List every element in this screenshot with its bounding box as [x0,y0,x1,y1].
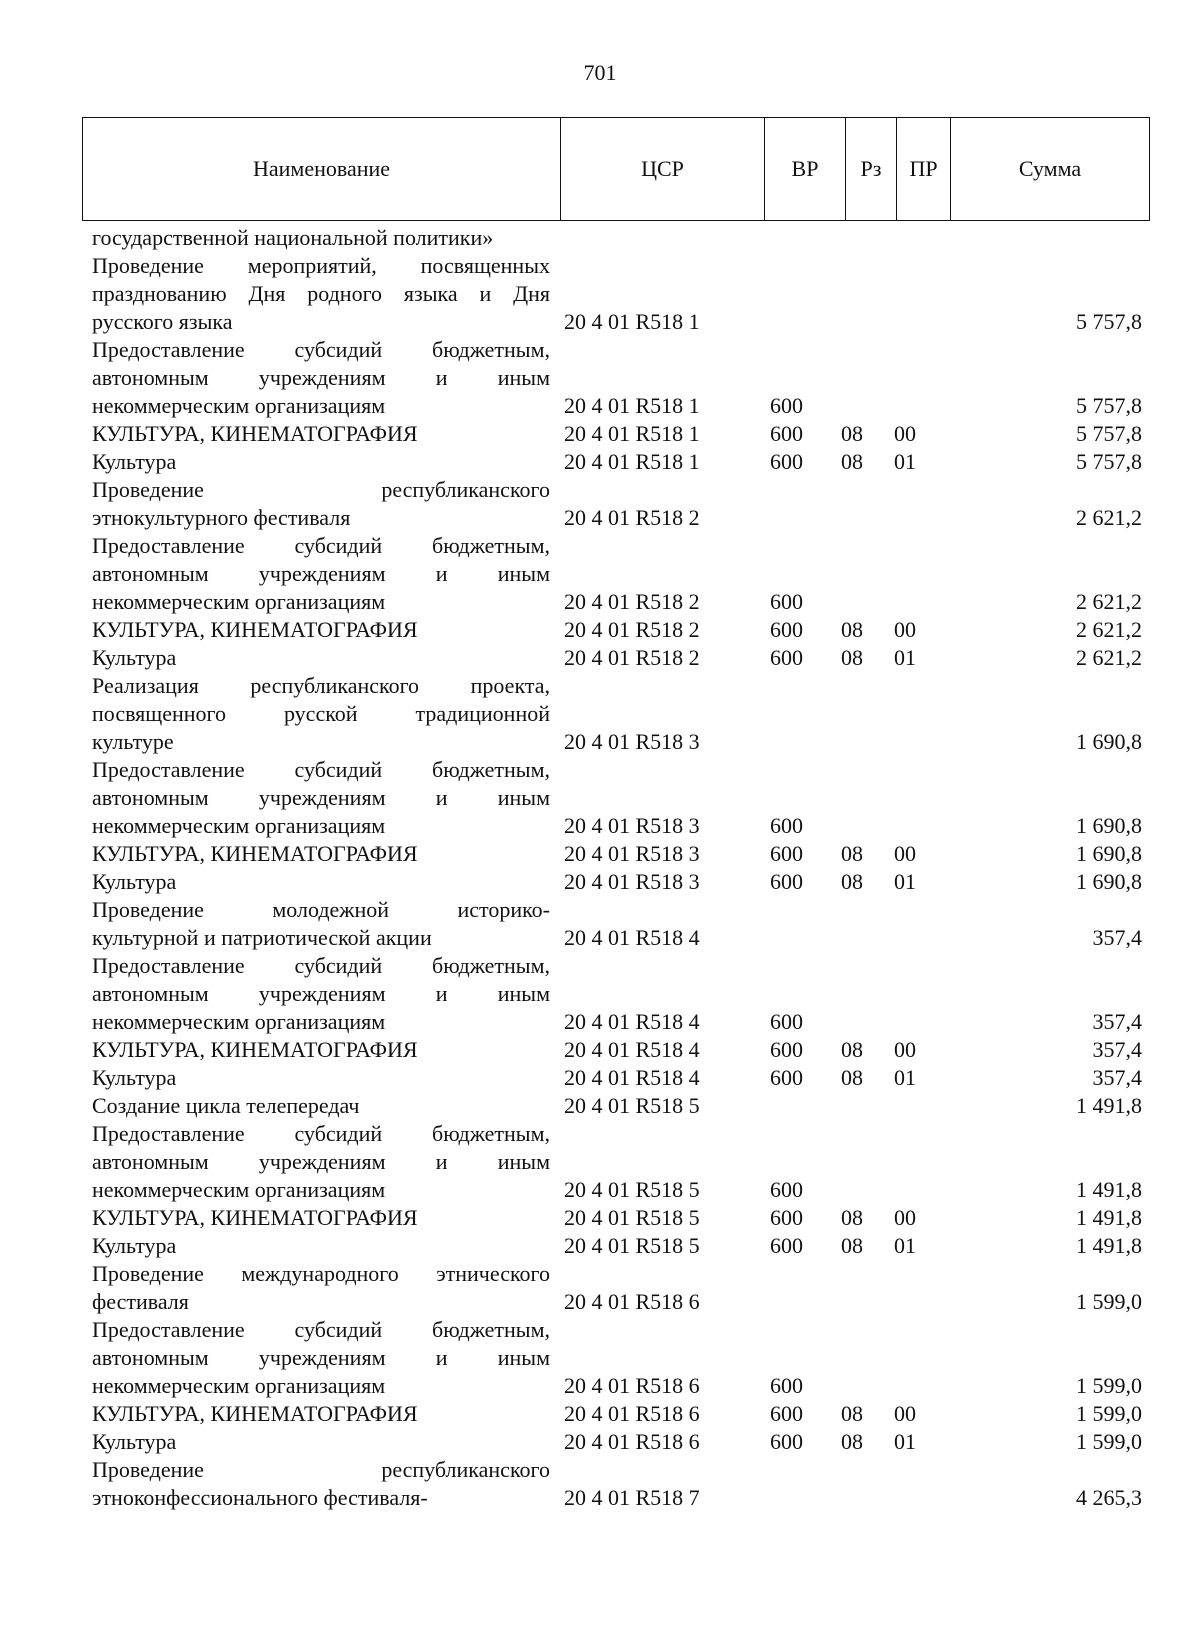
row-name [82,476,550,532]
row-name-line: некоммерческим организациям [92,1177,386,1202]
row-name-line: культурной и патриотической акции [92,925,432,950]
row-name-line: КУЛЬТУРА, КИНЕМАТОГРАФИЯ [92,1037,418,1062]
row-sum: 357,4 [1092,1009,1142,1034]
row-name [82,644,550,672]
row-name-line: этнокультурного фестиваля [92,505,351,530]
row-csr: 20 4 01 R518 5 [564,1093,700,1118]
row-pr: 01 [894,869,916,894]
row-csr: 20 4 01 R518 7 [564,1485,700,1510]
row-name [82,1232,550,1260]
row-rz: 08 [841,841,863,866]
header-sum: Сумма [1018,156,1082,181]
row-sum: 2 621,2 [1076,645,1142,670]
row-name [82,1092,550,1120]
row-name-line: КУЛЬТУРА, КИНЕМАТОГРАФИЯ [92,1401,418,1426]
row-name-line: КУЛЬТУРА, КИНЕМАТОГРАФИЯ [92,421,418,446]
row-rz: 08 [841,869,863,894]
row-name-line: этноконфессионального фестиваля- [92,1485,428,1510]
row-rz: 08 [841,645,863,670]
row-pr: 00 [894,1205,916,1230]
table-row [82,616,1150,644]
row-sum: 2 621,2 [1076,617,1142,642]
row-name [82,1428,550,1456]
row-csr: 20 4 01 R518 3 [564,841,700,866]
row-vr: 600 [770,841,803,866]
row-pr: 01 [894,1429,916,1454]
page-number: 701 [583,60,617,85]
row-pr: 01 [894,1065,916,1090]
row-vr: 600 [770,1233,803,1258]
row-name [82,1120,550,1204]
row-name-line: Реализация республиканского проекта, [92,673,550,698]
row-name-line: автономным учреждениям и иным [92,785,550,810]
header-vr: ВР [765,118,846,220]
row-name-line: Культура [92,449,177,474]
row-vr: 600 [770,1065,803,1090]
row-name [82,672,550,756]
table-row [82,1092,1150,1120]
row-name-line: автономным учреждениям и иным [92,561,550,586]
row-sum: 357,4 [1092,1065,1142,1090]
row-pr: 00 [894,617,916,642]
row-pr: 01 [894,449,916,474]
row-csr: 20 4 01 R518 3 [564,869,700,894]
row-rz: 08 [841,617,863,642]
row-csr: 20 4 01 R518 2 [564,505,700,530]
row-name-line: Культура [92,1065,177,1090]
row-rz: 08 [841,1401,863,1426]
row-name-line: Проведение молодежной историко- [92,897,550,922]
row-name [82,1456,550,1512]
row-rz: 08 [841,1205,863,1230]
row-vr: 600 [770,449,803,474]
row-csr: 20 4 01 R518 4 [564,1009,700,1034]
table-row [82,252,1150,336]
table-row [82,1232,1150,1260]
row-name-line: Создание цикла телепередач [92,1093,360,1118]
table-row [82,1064,1150,1092]
table-row [82,896,1150,952]
row-name-line: некоммерческим организациям [92,1373,386,1398]
row-csr: 20 4 01 R518 4 [564,925,700,950]
table-row [82,1400,1150,1428]
row-csr: 20 4 01 R518 6 [564,1373,700,1398]
row-sum: 5 757,8 [1076,421,1142,446]
row-sum: 1 690,8 [1076,729,1142,754]
row-csr: 20 4 01 R518 2 [564,589,700,614]
row-csr: 20 4 01 R518 6 [564,1401,700,1426]
table-row [82,1204,1150,1232]
row-name [82,420,550,448]
table-row [82,1428,1150,1456]
row-name-line: КУЛЬТУРА, КИНЕМАТОГРАФИЯ [92,617,418,642]
row-vr: 600 [770,1177,803,1202]
row-name [82,532,550,616]
row-pr: 00 [894,841,916,866]
table-row [82,672,1150,756]
row-name-line: русского языка [92,309,233,334]
table-row [82,952,1150,1036]
row-sum: 4 265,3 [1076,1485,1142,1510]
row-vr: 600 [770,1429,803,1454]
row-name-line: Культура [92,645,177,670]
table-row [82,1120,1150,1204]
row-sum: 1 690,8 [1076,869,1142,894]
row-sum: 5 757,8 [1076,393,1142,418]
row-csr: 20 4 01 R518 5 [564,1205,700,1230]
row-csr: 20 4 01 R518 6 [564,1429,700,1454]
row-sum: 1 599,0 [1076,1429,1142,1454]
table-row [82,532,1150,616]
table-row [82,336,1150,420]
row-name [82,252,550,336]
table-row [82,840,1150,868]
row-csr: 20 4 01 R518 5 [564,1177,700,1202]
row-csr: 20 4 01 R518 2 [564,645,700,670]
row-csr: 20 4 01 R518 1 [564,421,700,446]
row-name [82,840,550,868]
row-name-line: автономным учреждениям и иным [92,365,550,390]
row-name-line: некоммерческим организациям [92,393,386,418]
row-name [82,1204,550,1232]
row-pr: 00 [894,1401,916,1426]
row-name [82,1064,550,1092]
row-name [82,1260,550,1316]
row-rz: 08 [841,1429,863,1454]
row-rz: 08 [841,421,863,446]
header-rz: Рз [846,118,897,220]
row-sum: 2 621,2 [1076,589,1142,614]
row-sum: 1 491,8 [1076,1177,1142,1202]
row-name-line: Проведение республиканского [92,1457,550,1482]
row-rz: 08 [841,1037,863,1062]
row-name-line: Проведение мероприятий, посвященных [92,253,550,278]
row-name [82,616,550,644]
row-name-line: фестиваля [92,1289,189,1314]
row-vr: 600 [770,393,803,418]
row-vr: 600 [770,1009,803,1034]
row-name-line: Проведение республиканского [92,477,550,502]
row-csr: 20 4 01 R518 5 [564,1233,700,1258]
row-name-line: посвященного русской традиционной [92,701,550,726]
row-vr: 600 [770,589,803,614]
row-name-line: некоммерческим организациям [92,589,386,614]
table-row [82,644,1150,672]
row-vr: 600 [770,1373,803,1398]
row-name-line: Предоставление субсидий бюджетным, [92,1121,550,1146]
row-name-line: Культура [92,1429,177,1454]
row-sum: 1 599,0 [1076,1289,1142,1314]
table-row [82,756,1150,840]
row-vr: 600 [770,421,803,446]
row-name-line: некоммерческим организациям [92,813,386,838]
row-vr: 600 [770,1401,803,1426]
table-row [82,224,1150,252]
row-name [82,1316,550,1400]
row-rz: 08 [841,1233,863,1258]
row-vr: 600 [770,1205,803,1230]
row-rz: 08 [841,449,863,474]
row-name-line: государственной национальной политики» [92,225,494,250]
row-name-line: Культура [92,1233,177,1258]
row-csr: 20 4 01 R518 2 [564,617,700,642]
row-csr: 20 4 01 R518 3 [564,813,700,838]
row-name-line: КУЛЬТУРА, КИНЕМАТОГРАФИЯ [92,841,418,866]
table-body [82,224,1150,1512]
row-name [82,224,550,252]
row-csr: 20 4 01 R518 3 [564,729,700,754]
table-row [82,868,1150,896]
table-row [82,1456,1150,1512]
row-name [82,756,550,840]
row-name-line: Предоставление субсидий бюджетным, [92,757,550,782]
row-sum: 1 690,8 [1076,813,1142,838]
row-name-line: некоммерческим организациям [92,1009,386,1034]
row-sum: 1 599,0 [1076,1373,1142,1398]
row-pr: 00 [894,421,916,446]
row-name [82,952,550,1036]
row-sum: 2 621,2 [1076,505,1142,530]
row-sum: 357,4 [1092,925,1142,950]
row-name [82,1036,550,1064]
row-sum: 5 757,8 [1076,309,1142,334]
row-csr: 20 4 01 R518 1 [564,393,700,418]
row-sum: 1 491,8 [1076,1093,1142,1118]
row-name-line: автономным учреждениям и иным [92,1149,550,1174]
row-vr: 600 [770,617,803,642]
row-sum: 357,4 [1092,1037,1142,1062]
row-vr: 600 [770,813,803,838]
row-csr: 20 4 01 R518 6 [564,1289,700,1314]
row-name [82,448,550,476]
row-sum: 1 690,8 [1076,841,1142,866]
table-row [82,420,1150,448]
row-vr: 600 [770,1037,803,1062]
row-name-line: Предоставление субсидий бюджетным, [92,953,550,978]
row-csr: 20 4 01 R518 1 [564,449,700,474]
row-sum: 1 491,8 [1076,1205,1142,1230]
table-header [82,117,1150,221]
row-name-line: Культура [92,869,177,894]
row-sum: 1 599,0 [1076,1401,1142,1426]
row-csr: 20 4 01 R518 4 [564,1065,700,1090]
row-name-line: автономным учреждениям и иным [92,1345,550,1370]
row-csr: 20 4 01 R518 1 [564,309,700,334]
header-name: Наименование [83,118,561,220]
row-name-line: Предоставление субсидий бюджетным, [92,533,550,558]
row-name [82,868,550,896]
header-pr: ПР [897,118,951,220]
table-row [82,476,1150,532]
row-pr: 00 [894,1037,916,1062]
table-row [82,1260,1150,1316]
header-csr: ЦСР [561,118,765,220]
row-name-line: Проведение международного этнического [92,1261,550,1286]
row-csr: 20 4 01 R518 4 [564,1037,700,1062]
row-sum: 1 491,8 [1076,1233,1142,1258]
row-rz: 08 [841,1065,863,1090]
row-name [82,336,550,420]
row-name [82,896,550,952]
row-name-line: культуре [92,729,174,754]
row-name-line: КУЛЬТУРА, КИНЕМАТОГРАФИЯ [92,1205,418,1230]
row-name-line: Предоставление субсидий бюджетным, [92,1317,550,1342]
row-name [82,1400,550,1428]
row-name-line: автономным учреждениям и иным [92,981,550,1006]
row-name-line: Предоставление субсидий бюджетным, [92,337,550,362]
row-vr: 600 [770,645,803,670]
row-name-line: празднованию Дня родного языка и Дня [92,281,550,306]
table-row [82,448,1150,476]
row-pr: 01 [894,1233,916,1258]
row-sum: 5 757,8 [1076,449,1142,474]
table-row [82,1316,1150,1400]
row-vr: 600 [770,869,803,894]
table-row [82,1036,1150,1064]
row-pr: 01 [894,645,916,670]
